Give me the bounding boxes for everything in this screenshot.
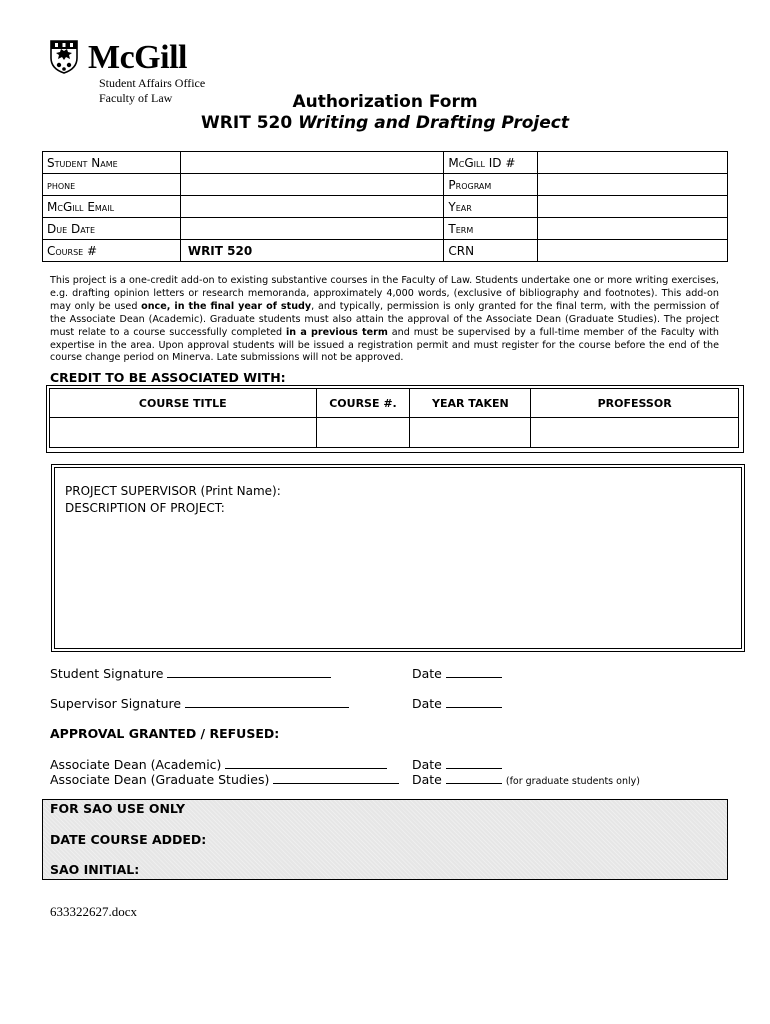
due-date-field[interactable] bbox=[180, 218, 444, 240]
student-name-label: Student Name bbox=[43, 152, 181, 174]
academic-dean-label: Associate Dean (Academic) bbox=[50, 757, 222, 772]
student-info-table bbox=[42, 151, 728, 262]
subtitle-code: WRIT 520 bbox=[201, 113, 293, 133]
student-signature-line[interactable] bbox=[167, 665, 331, 678]
student-name-field[interactable] bbox=[180, 152, 444, 174]
table-row bbox=[43, 152, 728, 174]
credit-table bbox=[49, 388, 739, 448]
graduate-note: (for graduate students only) bbox=[505, 776, 640, 787]
term-field[interactable] bbox=[538, 218, 728, 240]
table-row bbox=[43, 240, 728, 262]
student-date-line[interactable] bbox=[446, 665, 502, 678]
supervisor-date-line[interactable] bbox=[446, 695, 502, 708]
para-part-3: and must be supervised by a full-time member of the Faculty with expertise in the area. Upon approval students will be issued a registration permit and must register for the course before the end of the course change period on Minerva. Late submissions will not be approved. bbox=[50, 326, 720, 364]
course-title-header: COURSE TITLE bbox=[50, 389, 317, 418]
program-label: Program bbox=[444, 174, 538, 196]
date-course-added-label: DATE COURSE ADDED: bbox=[50, 832, 207, 847]
academic-signature-row bbox=[50, 756, 387, 772]
table-row bbox=[43, 196, 728, 218]
project-supervisor-label: PROJECT SUPERVISOR (Print Name): bbox=[65, 484, 281, 498]
program-field[interactable] bbox=[538, 174, 728, 196]
para-bold-1: once, in the final year of study bbox=[141, 300, 312, 312]
course-number-value: WRIT 520 bbox=[180, 240, 444, 262]
supervisor-signature-row bbox=[50, 695, 349, 711]
email-label: McGill Email bbox=[43, 196, 181, 218]
phone-label: phone bbox=[43, 174, 181, 196]
subtitle-name: Writing and Drafting Project bbox=[298, 113, 569, 133]
mcgill-id-label: McGill ID # bbox=[444, 152, 538, 174]
credit-heading: CREDIT TO BE ASSOCIATED WITH: bbox=[50, 370, 286, 385]
mcgill-wordmark: McGill bbox=[88, 39, 187, 76]
mcgill-crest-icon bbox=[50, 40, 78, 74]
supervisor-signature-line[interactable] bbox=[185, 695, 349, 708]
project-description-label: DESCRIPTION OF PROJECT: bbox=[65, 501, 225, 515]
year-field[interactable] bbox=[538, 196, 728, 218]
graduate-signature-row bbox=[50, 771, 399, 787]
academic-date-label: Date bbox=[412, 757, 442, 772]
email-field[interactable] bbox=[180, 196, 444, 218]
supervisor-date-row bbox=[412, 695, 502, 711]
term-label: Term bbox=[444, 218, 538, 240]
table-row bbox=[50, 418, 739, 448]
year-taken-field[interactable] bbox=[410, 418, 531, 448]
table-row bbox=[43, 218, 728, 240]
graduate-date-label: Date bbox=[412, 772, 442, 787]
course-number-header: COURSE #. bbox=[316, 389, 410, 418]
mcgill-id-field[interactable] bbox=[538, 152, 728, 174]
professor-header: PROFESSOR bbox=[531, 389, 739, 418]
sao-initial-label: SAO INITIAL: bbox=[50, 862, 140, 877]
student-signature-row bbox=[50, 665, 331, 681]
para-bold-2: in a previous term bbox=[286, 326, 388, 338]
course-number-field[interactable] bbox=[316, 418, 410, 448]
sao-use-only-label: FOR SAO USE ONLY bbox=[50, 801, 185, 816]
crn-field[interactable] bbox=[538, 240, 728, 262]
professor-field[interactable] bbox=[531, 418, 739, 448]
phone-field[interactable] bbox=[180, 174, 444, 196]
graduate-dean-label: Associate Dean (Graduate Studies) bbox=[50, 772, 270, 787]
year-taken-header: YEAR TAKEN bbox=[410, 389, 531, 418]
form-subtitle bbox=[0, 113, 770, 133]
supervisor-signature-label: Supervisor Signature bbox=[50, 696, 182, 711]
academic-date-row bbox=[412, 756, 502, 772]
crn-label: CRN bbox=[444, 240, 538, 262]
graduate-date-line[interactable] bbox=[446, 771, 502, 784]
academic-date-line[interactable] bbox=[446, 756, 502, 769]
table-row bbox=[43, 174, 728, 196]
supervisor-date-label: Date bbox=[412, 696, 442, 711]
approval-heading: APPROVAL GRANTED / REFUSED: bbox=[50, 726, 280, 741]
form-title: Authorization Form bbox=[292, 92, 478, 112]
instructions-paragraph bbox=[50, 275, 719, 365]
academic-signature-line[interactable] bbox=[225, 756, 387, 769]
course-title-field[interactable] bbox=[50, 418, 317, 448]
graduate-date-row bbox=[412, 771, 640, 787]
course-number-label: Course # bbox=[43, 240, 181, 262]
para-part-1: This project is a one-credit add-on to existing substantive courses in the Faculty of Law. Students undertake one or more writing exercises, e.g. drafting opinion letters or research memoranda, approximately 4,000 words, (exclusive of bibliography and footnotes). This add-on may only be used bbox=[50, 275, 719, 312]
document-filename: 633322627.docx bbox=[50, 904, 138, 919]
graduate-signature-line[interactable] bbox=[273, 771, 399, 784]
project-box-labels bbox=[65, 483, 281, 517]
student-date-label: Date bbox=[412, 666, 442, 681]
table-row bbox=[50, 389, 739, 418]
para-part-2: , and typically, permission is only granted for the final term, with the permission of the Associate Dean (Academic). Graduate students must also attain the approval of the Associate Dean (Graduate Studies). The project must relate to a course successfully completed bbox=[50, 300, 719, 338]
office-label: Student Affairs Office bbox=[99, 76, 206, 90]
student-date-row bbox=[412, 665, 502, 681]
due-date-label: Due Date bbox=[43, 218, 181, 240]
student-signature-label: Student Signature bbox=[50, 666, 164, 681]
year-label: Year bbox=[444, 196, 538, 218]
faculty-label: Faculty of Law bbox=[99, 91, 173, 105]
